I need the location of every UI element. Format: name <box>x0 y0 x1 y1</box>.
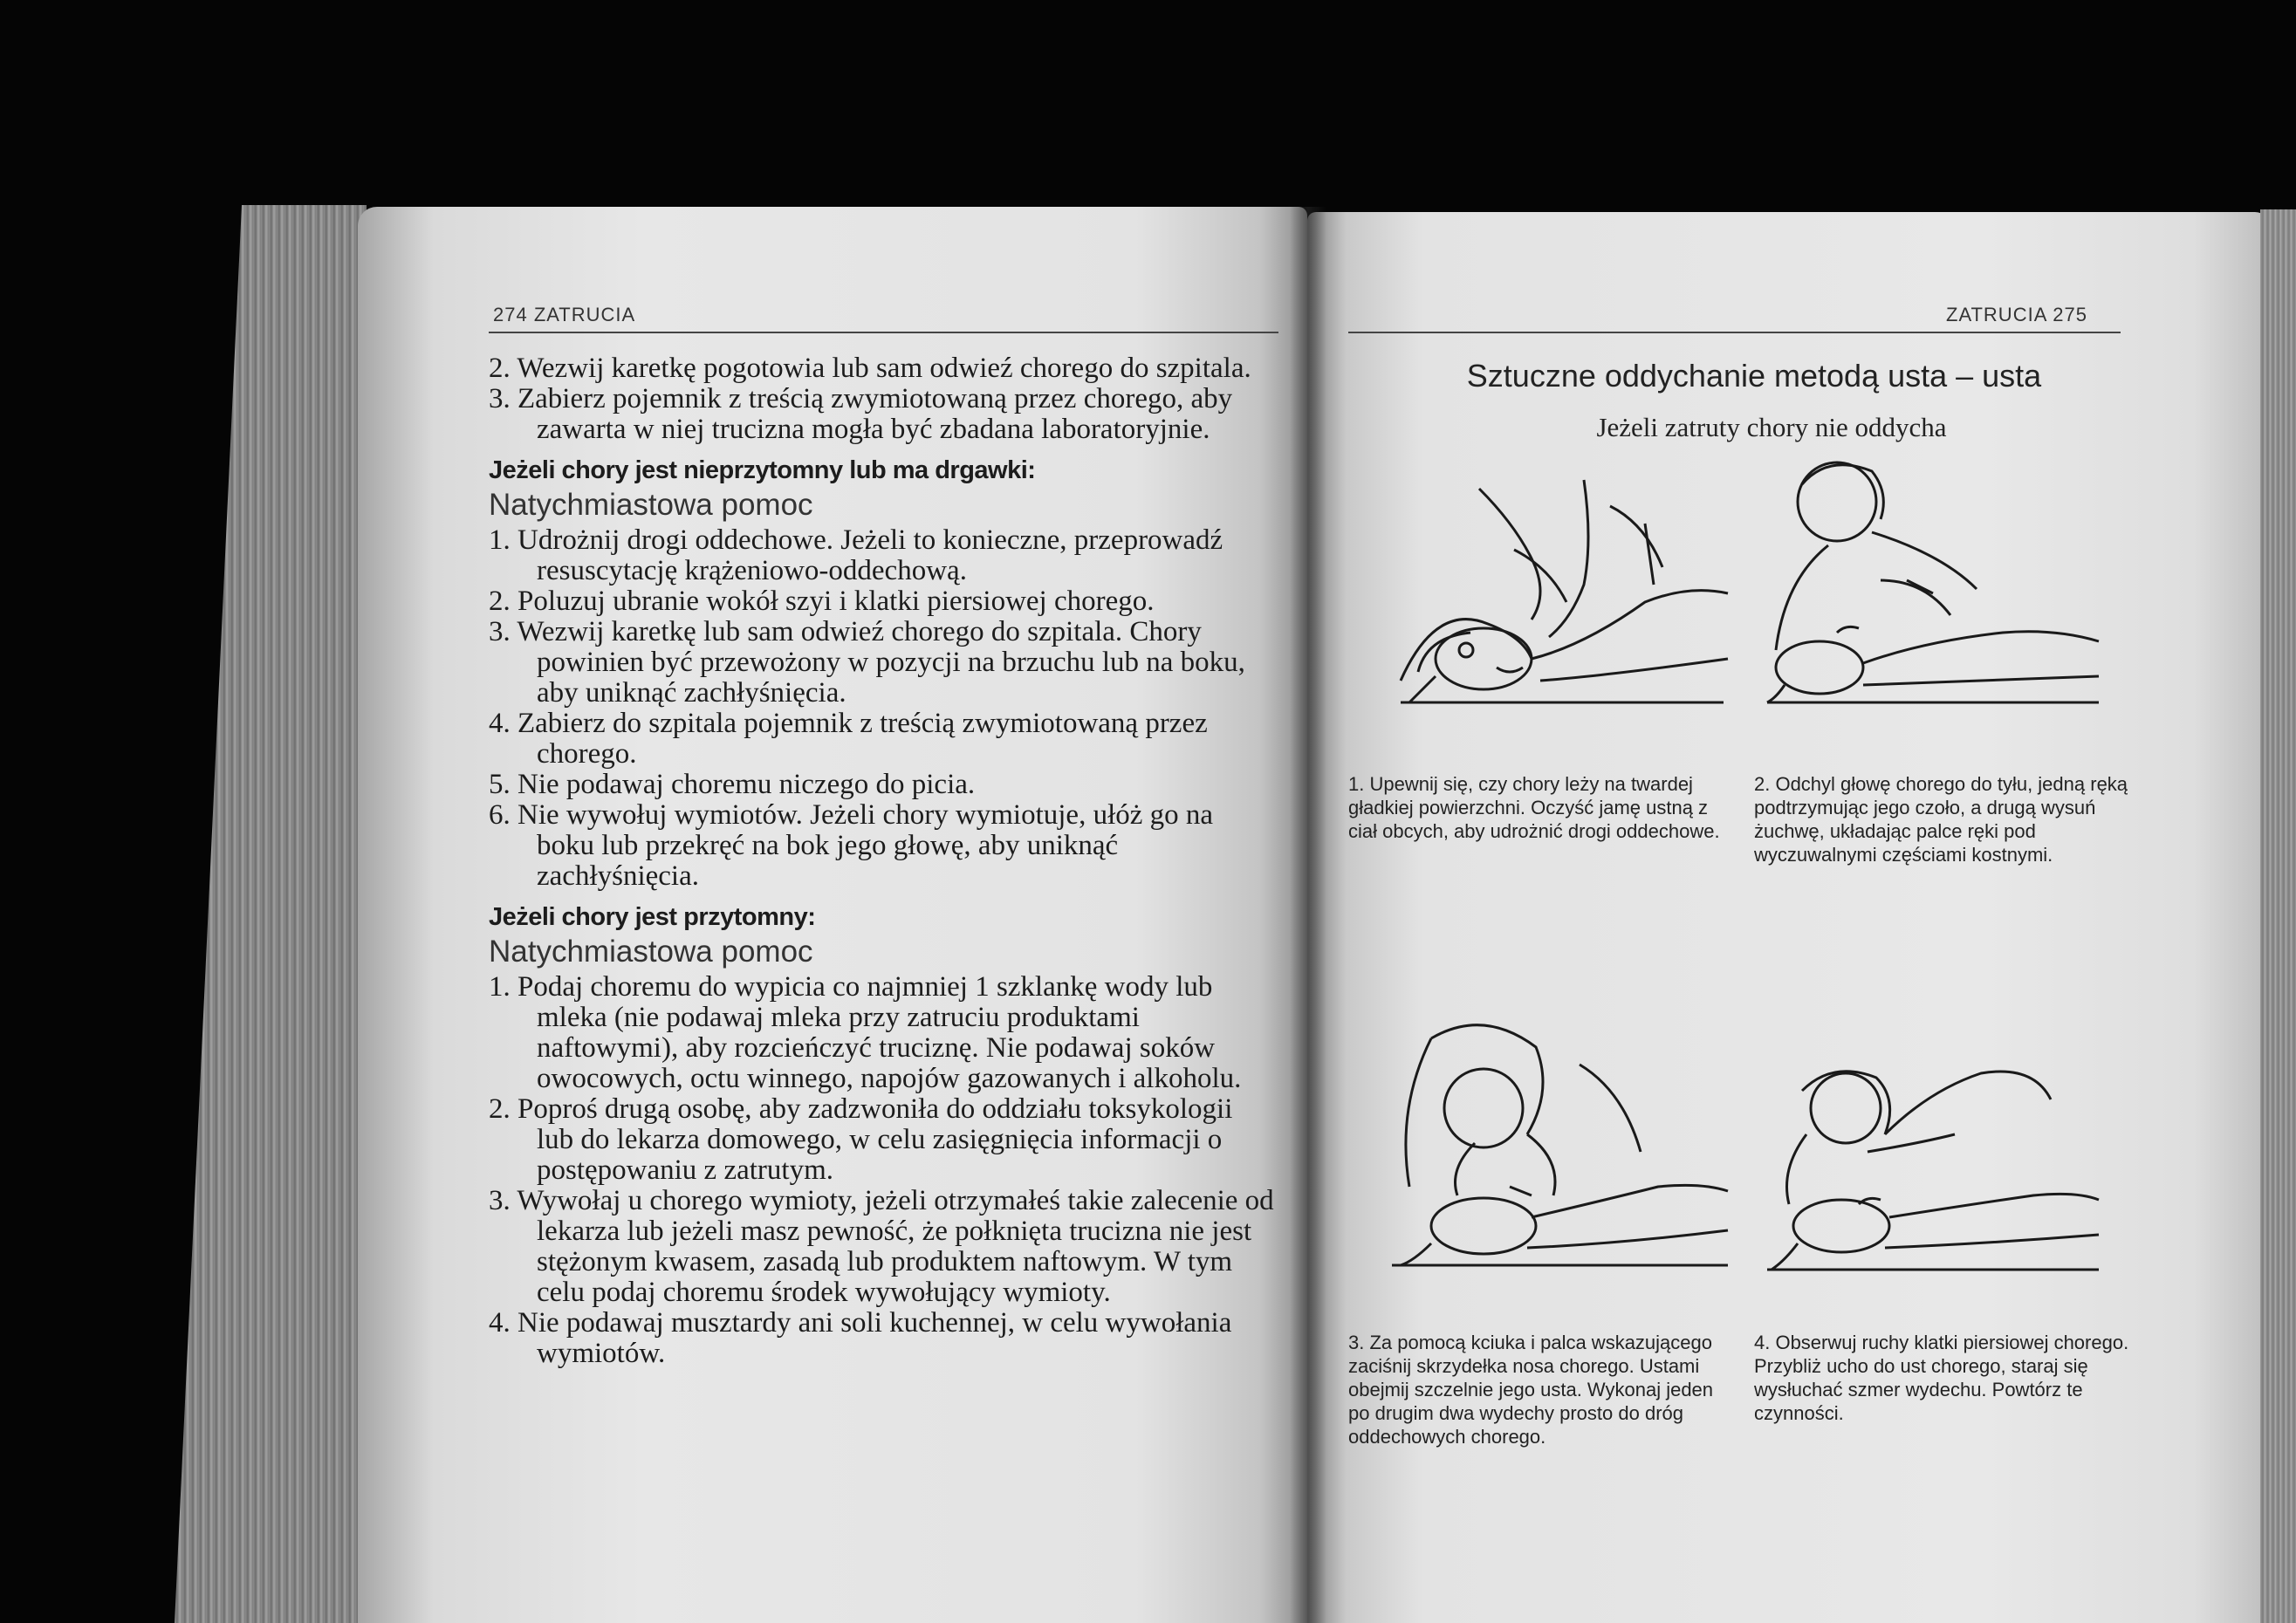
page-title: Sztuczne oddychanie metodą usta – usta <box>1466 358 2042 394</box>
list-item: 5. Nie podawaj choremu niczego do picia. <box>489 769 976 800</box>
list-item: 4. Nie podawaj musztardy ani soli kuchennej, w celu wywołania wymiotów. <box>489 1307 1232 1369</box>
list-item: 3. Zabierz pojemnik z treścią zwymiotowaną przez chorego, aby zawarta w niej trucizna mogła być zbadana laboratoryjnie. <box>489 383 1233 445</box>
list-item: 2. Wezwij karetkę pogotowia lub sam odwieź chorego do szpitala. <box>489 353 1251 384</box>
list-item: 4. Zabierz do szpitala pojemnik z treścią zwymiotowaną przez chorego. <box>489 708 1208 770</box>
list-item: 1. Udrożnij drogi oddechowe. Jeżeli to konieczne, przeprowadź resuscytację krążeniowo-oddechową. <box>489 524 1223 586</box>
step-2-caption: 2. Odchyl głowę chorego do tyłu, jedną ręką podtrzymując jego czoło, a drugą wysuń żuchwę, układając palce ręki pod wyczuwalnymi częściami kostnymi. <box>1754 773 2128 866</box>
left-header-rule <box>489 332 1278 333</box>
unconscious-heading: Jeżeli chory jest nieprzytomny lub ma drgawki: <box>489 456 1036 484</box>
page-subtitle: Jeżeli zatruty chory nie oddycha <box>1596 412 1947 442</box>
list-item: 2. Poluzuj ubranie wokół szyi i klatki piersiowej chorego. <box>489 586 1155 617</box>
conscious-instruction-list <box>489 972 1274 1369</box>
conscious-section-title: Natychmiastowa pomoc <box>489 935 813 969</box>
left-page-body <box>489 353 1274 1369</box>
right-header-rule <box>1348 332 2121 333</box>
conscious-heading: Jeżeli chory jest przytomny: <box>489 903 816 931</box>
list-item: 1. Podaj choremu do wypicia co najmniej 1 szklankę wody lub mleka (nie podawaj mleka przy zatruciu produktami naftowymi), aby rozcieńczyć truciznę. Nie podawaj soków owocowych, octu winnego, napojów gazowanych i alkoholu. <box>489 971 1242 1094</box>
airway-check-illustration <box>1383 471 1737 724</box>
rescue-breath-illustration <box>1379 1012 1737 1283</box>
left-running-header: 274 ZATRUCIA <box>493 304 636 325</box>
top-instruction-list <box>489 353 1274 445</box>
unconscious-instruction-list <box>489 525 1274 892</box>
right-running-header: ZATRUCIA 275 <box>1946 304 2087 325</box>
unconscious-section-title: Natychmiastowa pomoc <box>489 488 813 522</box>
step-1-caption: 1. Upewnij się, czy chory leży na twardej gładkiej powierzchni. Oczyść jamę ustną z ciał obcych, aby udrożnić drogi oddechowe. <box>1348 773 1720 842</box>
list-item: 2. Poproś drugą osobę, aby zadzwoniła do oddziału toksykologii lub do lekarza domowego, w celu zasięgnięcia informacji o postępowaniu z zatrutym. <box>489 1093 1233 1186</box>
list-item: 6. Nie wywołuj wymiotów. Jeżeli chory wymiotuje, ułóż go na boku lub przekręć na bok jego głowę, aby uniknąć zachłyśnięcia. <box>489 799 1214 892</box>
list-item: 3. Wezwij karetkę lub sam odwieź chorego do szpitala. Chory powinien być przewożony w pozycji na brzuchu lub na boku, aby uniknąć zachłyśnięcia. <box>489 616 1245 709</box>
step-3-caption: 3. Za pomocą kciuka i palca wskazującego zaciśnij skrzydełka nosa chorego. Ustami obejmij szczelnie jego usta. Wykonaj jeden po drugim dwa wydechy prosto do dróg oddechowych chorego. <box>1348 1332 1714 1448</box>
left-page-edges <box>175 205 367 1623</box>
list-item: 3. Wywołaj u chorego wymioty, jeżeli otrzymałeś takie zalecenie od lekarza lub jeżeli masz pewność, że połknięta trucizna nie jest stężonym kwasem, zasadą lub produktem naftowym. W tym celu podaj choremu środek wywołujący wymioty. <box>489 1185 1274 1308</box>
head-tilt-illustration <box>1750 449 2108 724</box>
listen-breath-illustration <box>1754 1038 2103 1287</box>
book-gutter <box>1290 207 1326 1623</box>
step-4-caption: 4. Obserwuj ruchy klatki piersiowej chorego. Przybliż ucho do ust chorego, staraj się wysłuchać szmer wydechu. Powtórz te czynności. <box>1754 1332 2129 1424</box>
right-page-edges <box>2260 209 2296 1623</box>
